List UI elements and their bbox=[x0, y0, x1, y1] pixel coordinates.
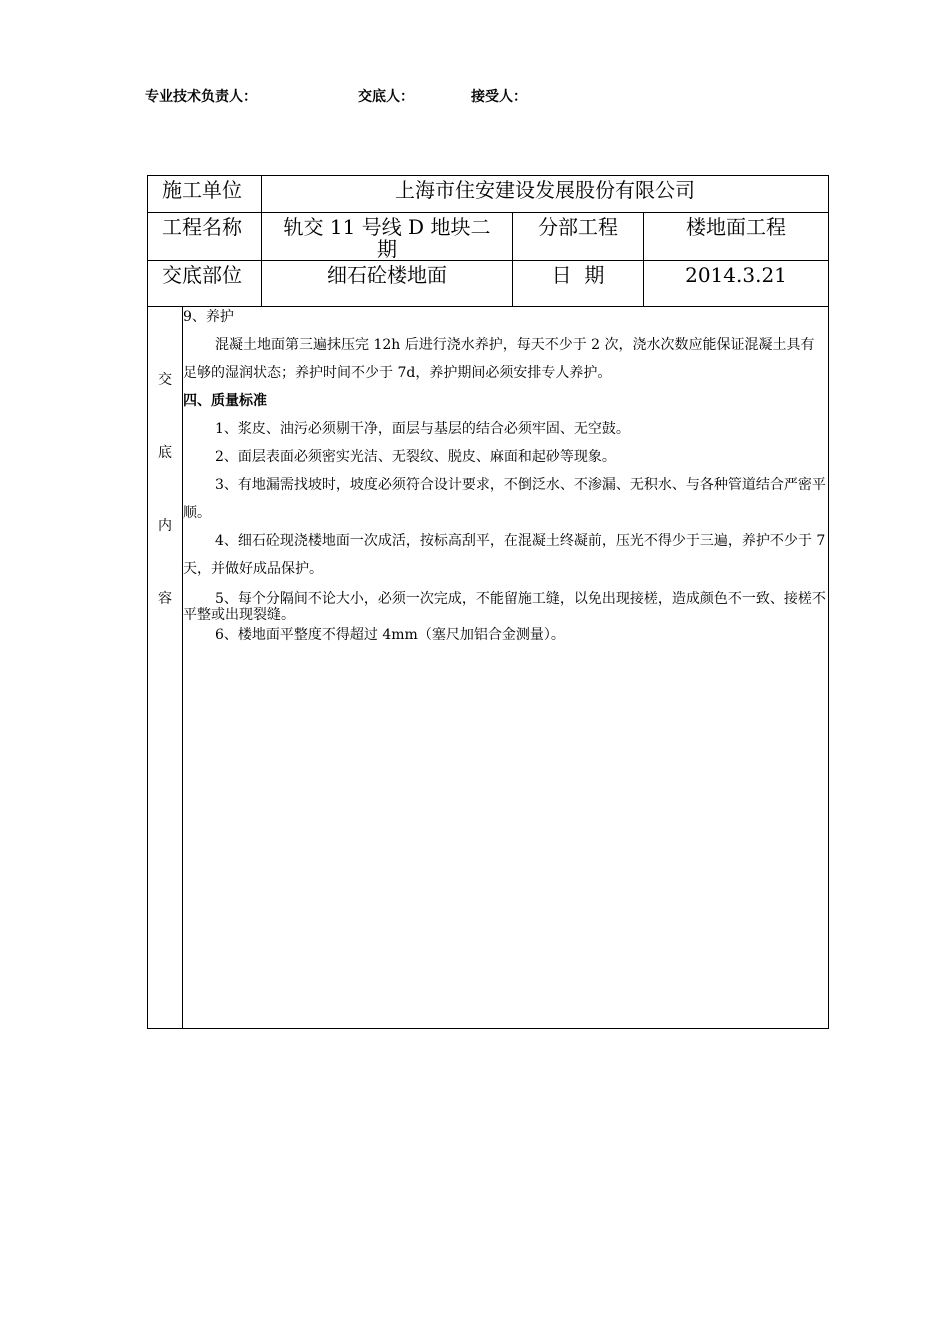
side-label-char: 交 bbox=[158, 372, 172, 388]
quality-item: 2、面层表面必须密实光洁、无裂纹、脱皮、麻面和起砂等现象。 bbox=[215, 449, 616, 465]
briefing-table bbox=[147, 175, 829, 1029]
division-value: 楼地面工程 bbox=[644, 213, 829, 261]
briefing-content bbox=[183, 307, 829, 1029]
side-label-char: 底 bbox=[158, 445, 172, 461]
presenter-signature-label: 交底人： bbox=[358, 89, 414, 105]
receiver-signature-label: 接受人： bbox=[471, 89, 527, 105]
quality-item: 6、楼地面平整度不得超过 4mm（塞尺加铝合金测量）。 bbox=[215, 627, 565, 643]
unit-label: 施工单位 bbox=[148, 176, 262, 213]
quality-item: 4、细石砼现浇楼地面一次成活，按标高刮平，在混凝土终凝前，压光不得少于三遍，养护不少于 7 天，并做好成品保护。 bbox=[183, 533, 826, 577]
project-value bbox=[262, 213, 513, 261]
date-label: 日 期 bbox=[513, 261, 644, 307]
date-value: 2014.3.21 bbox=[644, 261, 829, 307]
location-label: 交底部位 bbox=[148, 261, 262, 307]
project-label: 工程名称 bbox=[148, 213, 262, 261]
side-label-char: 内 bbox=[158, 518, 172, 534]
location-value: 细石砼楼地面 bbox=[262, 261, 513, 307]
quality-item: 5、每个分隔间不论大小，必须一次完成，不能留施工缝，以免出现接槎，造成颜色不一致、接槎不平整或出现裂缝。 bbox=[183, 591, 826, 623]
division-label: 分部工程 bbox=[513, 213, 644, 261]
quality-item: 1、浆皮、油污必须剔干净，面层与基层的结合必须牢固、无空鼓。 bbox=[215, 421, 630, 437]
quality-item: 3、有地漏需找坡时，坡度必须符合设计要求，不倒泛水、不渗漏、无积水、与各种管道结合严密平顺。 bbox=[183, 477, 826, 521]
section9-text: 混凝土地面第三遍抹压完 12h 后进行浇水养护，每天不少于 2 次，浇水次数应能保证混凝土具有足够的湿润状态；养护时间不少于 7d，养护期间必须安排专人养护。 bbox=[183, 337, 815, 381]
project-value-line2: 期 bbox=[377, 237, 397, 261]
section9-title: 9、养护 bbox=[183, 309, 234, 325]
side-label-content bbox=[148, 307, 183, 1029]
side-label-char: 容 bbox=[158, 591, 172, 607]
section4-title: 四、质量标准 bbox=[183, 393, 267, 409]
tech-lead-signature-label: 专业技术负责人： bbox=[145, 89, 257, 105]
project-value-line1: 轨交 11 号线 D 地块二 bbox=[283, 215, 491, 239]
unit-value: 上海市住安建设发展股份有限公司 bbox=[262, 176, 829, 213]
